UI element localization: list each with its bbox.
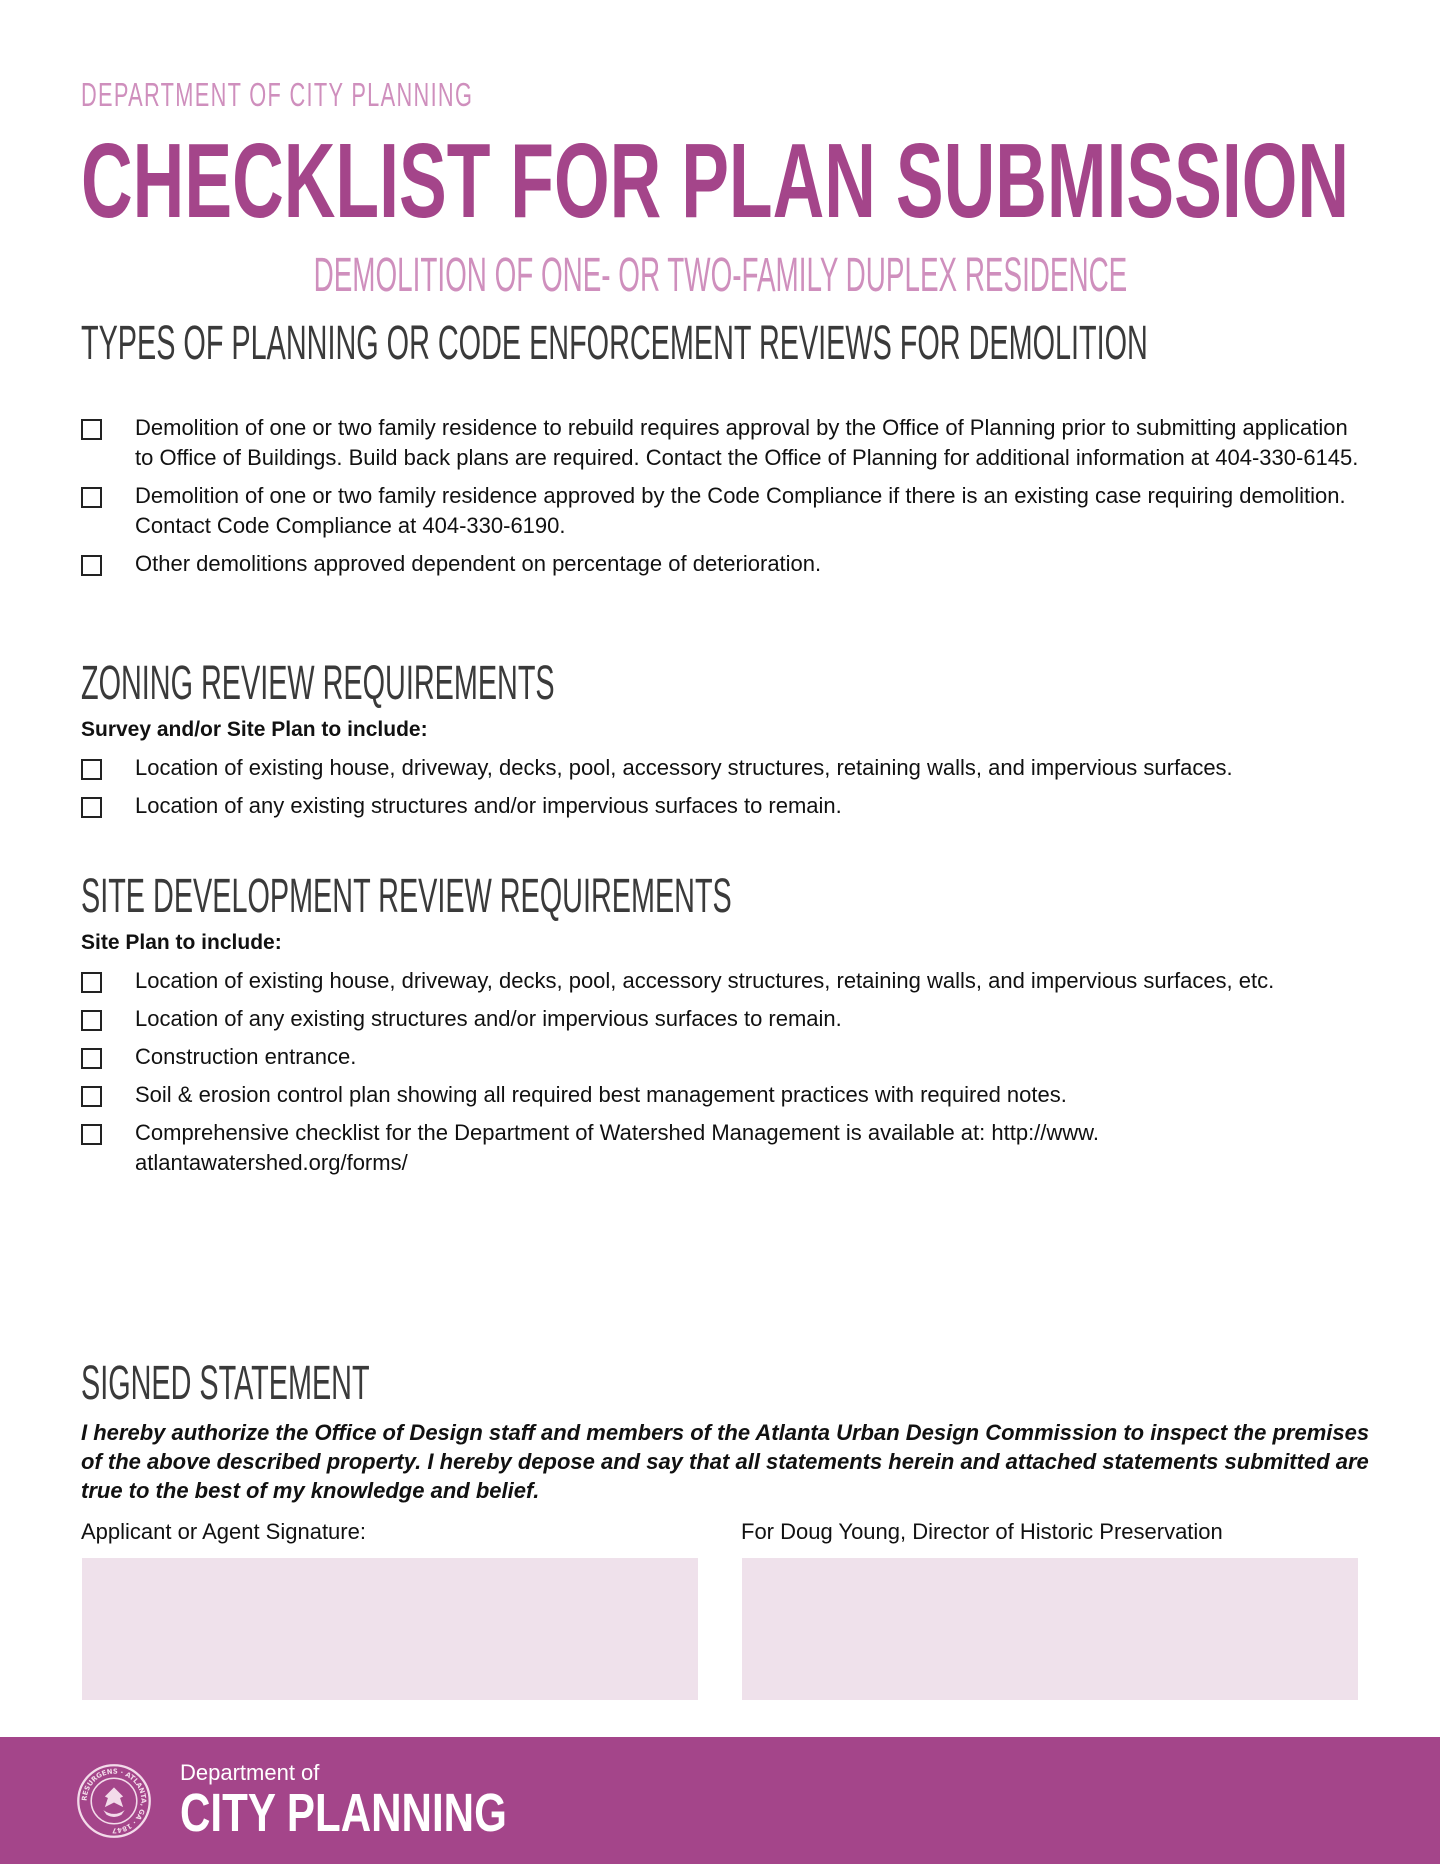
checklist-item: Location of any existing structures and/or impervious surfaces to remain. (81, 1004, 1361, 1034)
checklist-item: Construction entrance. (81, 1042, 1361, 1072)
site-development-sub-label: Site Plan to include: (81, 931, 282, 954)
checklist-item: Demolition of one or two family residence approved by the Code Compliance if there is an existing case requiring demolition. Contact Code Compliance at 404-330-6190. (81, 481, 1361, 541)
zoning-sub-label: Survey and/or Site Plan to include: (81, 718, 428, 741)
checklist-item: Location of any existing structures and/or impervious surfaces to remain. (81, 791, 1361, 821)
checkbox[interactable] (81, 1048, 102, 1069)
checklist-item: Other demolitions approved dependent on percentage of deterioration. (81, 549, 1361, 579)
checkbox[interactable] (81, 1124, 102, 1145)
zoning-heading: ZONING REVIEW REQUIREMENTS (81, 657, 555, 710)
signed-statement-heading: SIGNED STATEMENT (81, 1357, 370, 1410)
svg-text:RESURGENS · ATLANTA, GA · 1847: RESURGENS · ATLANTA, GA · 1847 (80, 1767, 148, 1835)
footer-dept-line: Department of (180, 1760, 320, 1785)
applicant-signature-label: Applicant or Agent Signature: (81, 1519, 366, 1544)
site-development-heading: SITE DEVELOPMENT REVIEW REQUIREMENTS (81, 870, 732, 923)
checkbox[interactable] (81, 797, 102, 818)
checkbox[interactable] (81, 759, 102, 780)
review-types-heading: TYPES OF PLANNING OR CODE ENFORCEMENT REVIEWS FOR DEMOLITION (81, 317, 1148, 370)
director-signature-label: For Doug Young, Director of Historic Preservation (741, 1519, 1223, 1544)
checklist-item: Comprehensive checklist for the Department of Watershed Management is available at: http://www. atlantawatershed.org/forms/ (81, 1118, 1361, 1178)
site-development-list (81, 966, 1361, 1186)
checklist-item: Soil & erosion control plan showing all required best management practices with required notes. (81, 1080, 1361, 1110)
page-title: CHECKLIST FOR PLAN SUBMISSION (81, 122, 1350, 240)
applicant-signature-box[interactable] (82, 1558, 698, 1700)
director-signature-box[interactable] (742, 1558, 1358, 1700)
city-seal-icon (76, 1763, 152, 1839)
footer-city-planning: CITY PLANNING (180, 1783, 507, 1843)
zoning-list (81, 753, 1361, 829)
checklist-item: Demolition of one or two family residence to rebuild requires approval by the Office of Planning prior to submitting application to Office of Buildings. Build back plans are required. Contact the Office of Planning for additional information at 404-330-6145. (81, 413, 1361, 473)
statement-text: I hereby authorize the Office of Design staff and members of the Atlanta Urban Design Commission to inspect the premises of the above described property. I hereby depose and say that all statements herein and attached statements submitted are true to the best of my knowledge and belief. (81, 1420, 1370, 1503)
page-subtitle: DEMOLITION OF ONE- OR TWO-FAMILY DUPLEX RESIDENCE (313, 249, 1127, 302)
checkbox[interactable] (81, 972, 102, 993)
review-types-list (81, 413, 1361, 587)
checkbox[interactable] (81, 1010, 102, 1031)
checkbox[interactable] (81, 419, 102, 440)
department-label: DEPARTMENT OF CITY PLANNING (81, 76, 474, 113)
checkbox[interactable] (81, 555, 102, 576)
checklist-item: Location of existing house, driveway, decks, pool, accessory structures, retaining walls, and impervious surfaces, etc. (81, 966, 1361, 996)
checkbox[interactable] (81, 1086, 102, 1107)
checklist-item: Location of existing house, driveway, decks, pool, accessory structures, retaining walls, and impervious surfaces. (81, 753, 1361, 783)
checkbox[interactable] (81, 487, 102, 508)
